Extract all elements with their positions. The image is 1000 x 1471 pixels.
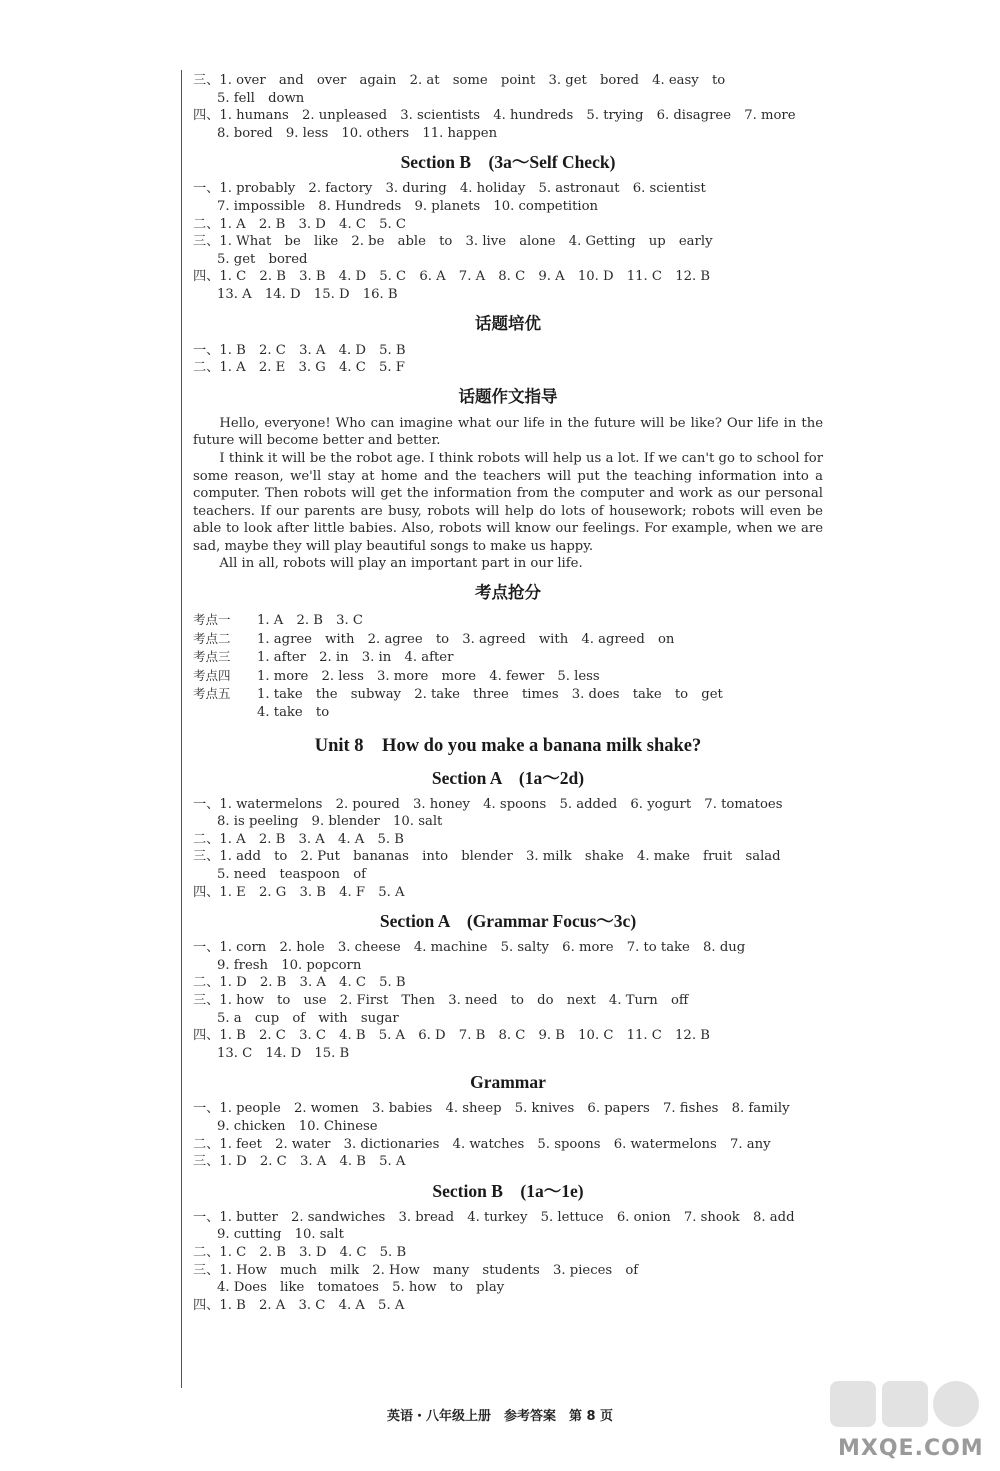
answer-line: 4. Does like tomatoes 5. how to play <box>217 1280 505 1296</box>
section-heading: Section B (3a～Self Check) <box>400 152 616 173</box>
kaodian-row <box>193 704 823 722</box>
kaodian-row <box>193 667 823 686</box>
kaodian-text: 1. agree with 2. agree to 3. agreed with 4. agreed on <box>257 631 675 647</box>
answer-line: 一、1. B 2. C 3. A 4. D 5. B <box>193 342 406 358</box>
unit-title: Unit 8 How do you make a banana milk shake? <box>314 735 702 756</box>
answer-line: 三、1. D 2. C 3. A 4. B 5. A <box>193 1154 406 1170</box>
section-heading: 话题作文指导 <box>458 386 558 406</box>
essay-paragraph: I think it will be the robot age. I think robots will help us a lot. If we can't go to school for some reason, we'll stay at home and the teachers will put the teaching information into a computer. Then robots will get the information from the computer and work as our personal teachers. If our parents are busy, robots will help do lots of housework; robots will even be able to look after little babies. Also, robots will know our feelings. For example, when we are sad, maybe they will play beautiful songs to make us happy. <box>193 450 823 554</box>
section-heading: Section B (1a～1e) <box>432 1180 584 1201</box>
kaodian-row <box>193 611 823 630</box>
kaodian-label: 考点四 <box>193 667 231 683</box>
answer-line: 5. need teaspoon of <box>217 867 367 882</box>
kaodian-text: 1. A 2. B 3. C <box>257 613 364 629</box>
answer-content <box>193 72 823 1314</box>
answer-line: 9. chicken 10. Chinese <box>217 1118 378 1134</box>
answer-line: 二、1. A 2. E 3. G 4. C 5. F <box>193 360 405 376</box>
essay-paragraph: Hello, everyone! Who can imagine what our life in the future will be like? Our life in the future will become better and better. <box>193 415 823 449</box>
kaodian-label: 考点五 <box>193 686 231 702</box>
answer-line: 一、1. butter 2. sandwiches 3. bread 4. turkey 5. lettuce 6. onion 7. shook 8. add <box>193 1209 795 1225</box>
kaodian-row <box>193 630 823 649</box>
watermark-text: MXQE.COM <box>838 1436 984 1461</box>
kaodian-text: 4. take to <box>257 705 330 721</box>
answer-line: 二、1. C 2. B 3. D 4. C 5. B <box>193 1244 407 1260</box>
answer-line: 三、1. add to 2. Put bananas into blender 3. milk shake 4. make fruit salad <box>193 849 781 865</box>
kaodian-text: 1. take the subway 2. take three times 3. does take to get <box>257 687 723 703</box>
kaodian-text: 1. after 2. in 3. in 4. after <box>257 650 454 666</box>
section-heading: 话题培优 <box>475 313 541 333</box>
left-margin-rule <box>181 70 182 1388</box>
answer-line: 8. bored 9. less 10. others 11. happen <box>217 125 498 141</box>
answer-line: 9. fresh 10. popcorn <box>217 957 362 973</box>
answer-line: 二、1. A 2. B 3. A 4. A 5. B <box>193 831 404 847</box>
answer-line: 5. get bored <box>217 251 308 267</box>
kaodian-label: 考点一 <box>193 612 231 628</box>
answer-line: 9. cutting 10. salt <box>217 1227 344 1243</box>
kaodian-row <box>193 648 823 667</box>
answer-line: 一、1. watermelons 2. poured 3. honey 4. spoons 5. added 6. yogurt 7. tomatoes <box>193 796 783 812</box>
section-heading: Section A (1a～2d) <box>431 767 585 788</box>
answer-line: 13. A 14. D 15. D 16. B <box>217 286 398 302</box>
answer-line: 二、1. D 2. B 3. A 4. C 5. B <box>193 975 406 991</box>
answer-line: 5. fell down <box>217 90 305 106</box>
answer-line: 三、1. How much milk 2. How many students 3. pieces of <box>193 1262 639 1278</box>
model-essay <box>193 415 823 573</box>
answer-line: 二、1. feet 2. water 3. dictionaries 4. watches 5. spoons 6. watermelons 7. any <box>193 1136 771 1152</box>
kaodian-text: 1. more 2. less 3. more more 4. fewer 5. less <box>257 668 600 684</box>
answer-line: 三、1. over and over again 2. at some point 3. get bored 4. easy to <box>193 73 726 88</box>
section-heading: Grammar <box>470 1072 546 1093</box>
answer-line: 四、1. B 2. C 3. C 4. B 5. A 6. D 7. B 8. C 9. B 10. C 11. C 12. B <box>193 1028 710 1044</box>
answer-line: 三、1. What be like 2. be able to 3. live alone 4. Getting up early <box>193 234 713 250</box>
kaodian-label: 考点三 <box>193 649 231 665</box>
answer-line: 二、1. A 2. B 3. D 4. C 5. C <box>193 216 406 232</box>
answer-line: 三、1. how to use 2. First Then 3. need to do next 4. Turn off <box>193 992 689 1008</box>
answer-line: 四、1. C 2. B 3. B 4. D 5. C 6. A 7. A 8. C 9. A 10. D 11. C 12. B <box>193 269 711 285</box>
answer-line: 一、1. people 2. women 3. babies 4. sheep 5. knives 6. papers 7. fishes 8. family <box>193 1101 790 1117</box>
answer-line: 四、1. E 2. G 3. B 4. F 5. A <box>193 884 405 900</box>
kaodian-row <box>193 685 823 704</box>
answer-line: 13. C 14. D 15. B <box>217 1045 350 1061</box>
answer-line: 四、1. B 2. A 3. C 4. A 5. A <box>193 1297 405 1313</box>
answer-line: 7. impossible 8. Hundreds 9. planets 10. competition <box>217 198 599 214</box>
essay-paragraph: All in all, robots will play an important part in our life. <box>219 556 583 572</box>
answer-line: 四、1. humans 2. unpleased 3. scientists 4. hundreds 5. trying 6. disagree 7. more <box>193 108 796 124</box>
kaodian-label: 考点二 <box>193 630 231 646</box>
section-heading: 考点抢分 <box>475 583 541 603</box>
answer-line: 8. is peeling 9. blender 10. salt <box>217 814 443 830</box>
page-footer: 英语・八年级上册 参考答案 第 8 页 <box>386 1409 614 1424</box>
answer-line: 一、1. probably 2. factory 3. during 4. holiday 5. astronaut 6. scientist <box>193 181 706 197</box>
answer-line: 一、1. corn 2. hole 3. cheese 4. machine 5. salty 6. more 7. to take 8. dug <box>193 940 746 956</box>
answer-line: 5. a cup of with sugar <box>217 1010 399 1026</box>
section-heading: Section A (Grammar Focus～3c) <box>379 911 637 932</box>
